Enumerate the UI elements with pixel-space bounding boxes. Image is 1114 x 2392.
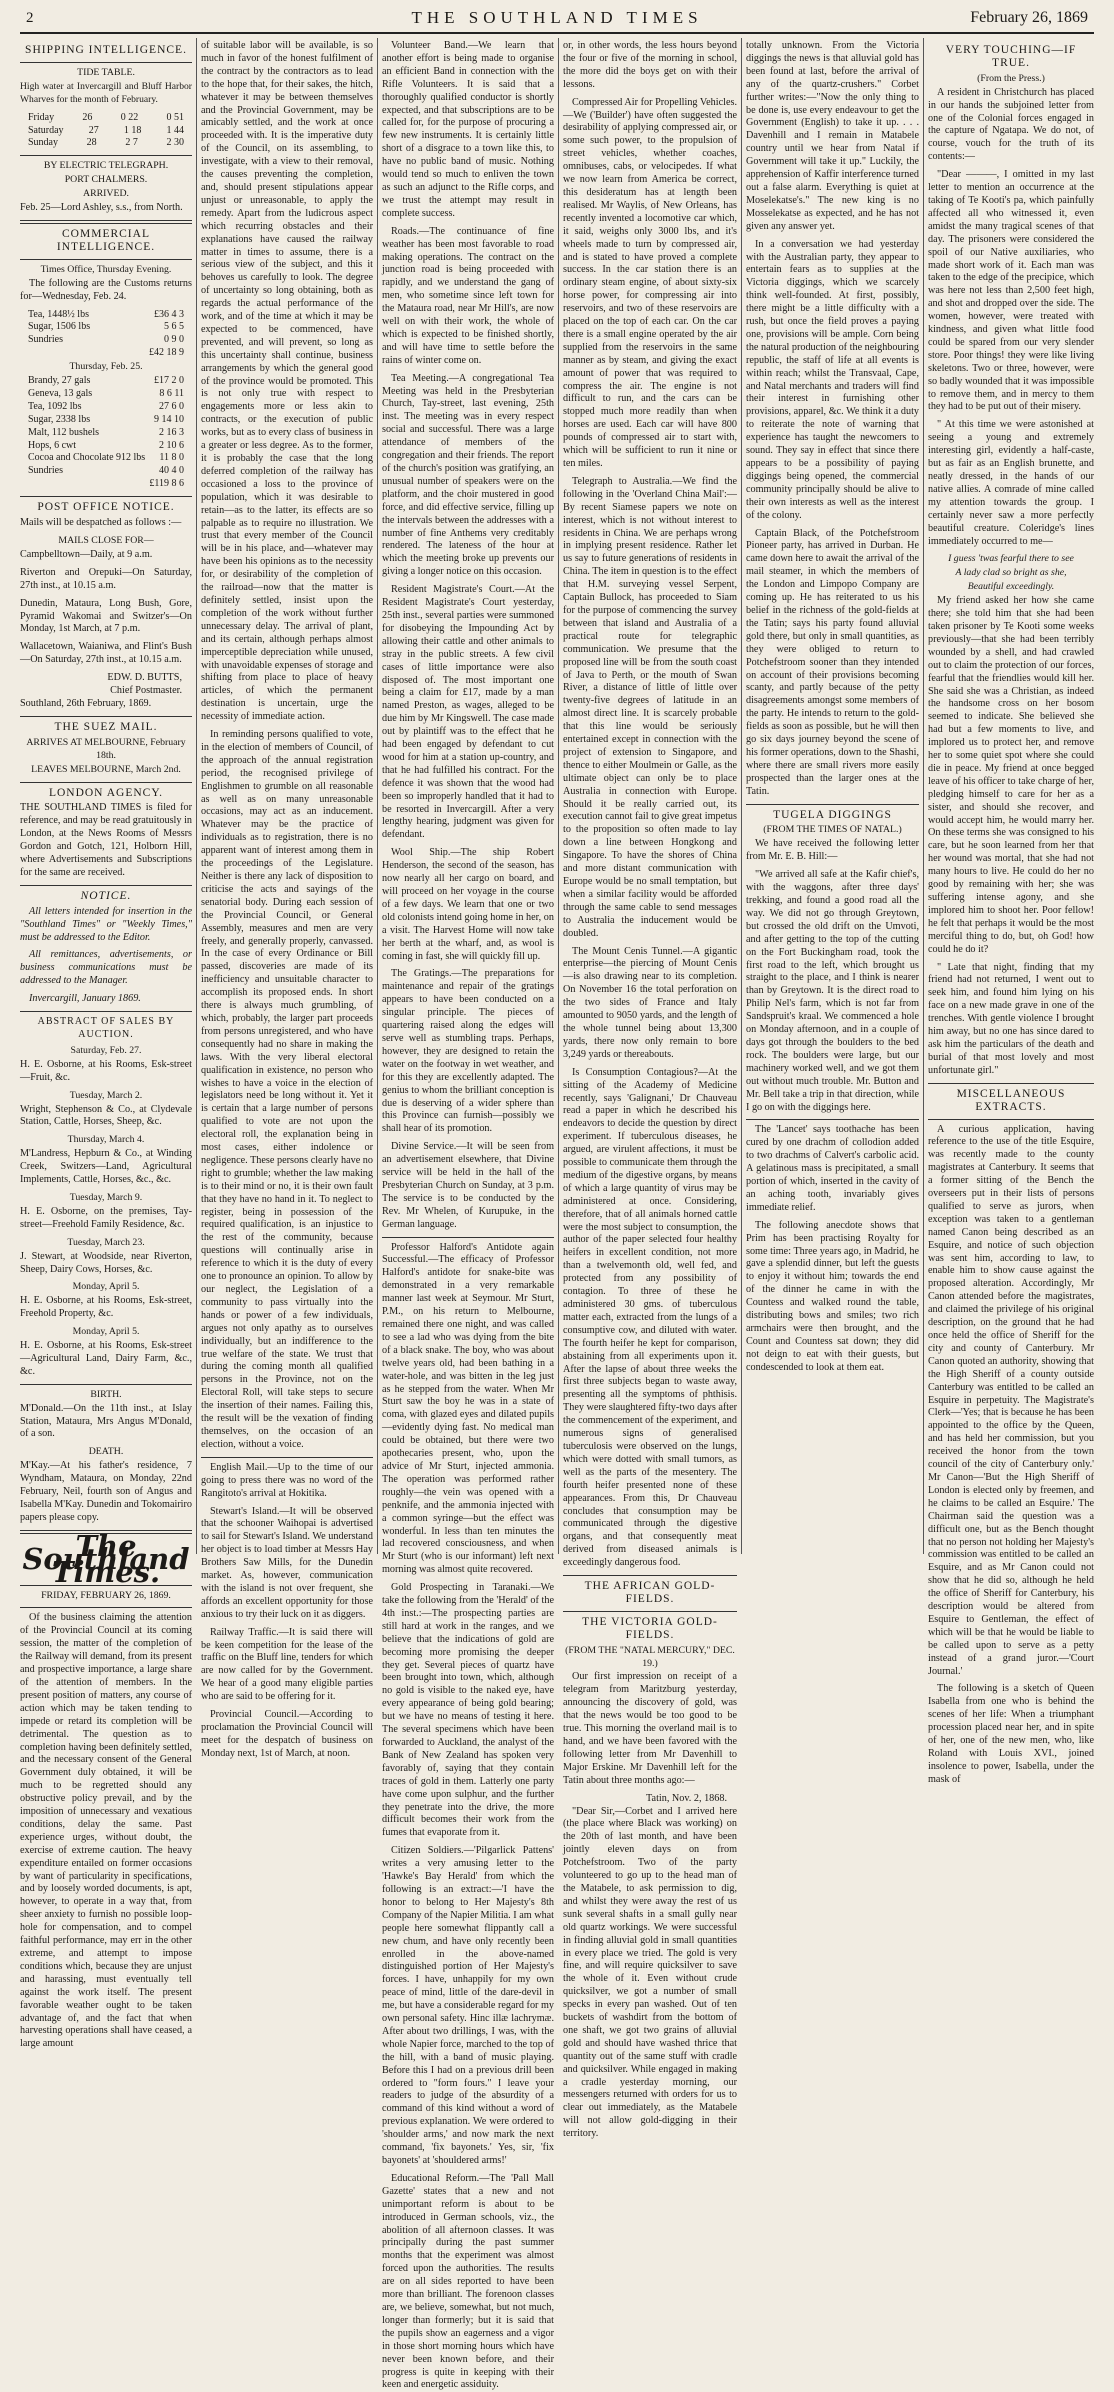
article-paragraph: A curious application, having reference to the use of the title Esquire, was recently made to the county magistrates at Canterbury. It seems that a former sitting of the Bench the overseers put in their lists of persons qualified to serve as jurors, when exception was taken to a gentleman named Canon being described as an Esquire, and notice of such objection was sent him, according to law, to enable him to show cause against the proposed alteration. Accordingly, Mr Canon attended before the magistrates, and claimed the privilege of his original description, on the ground that he had once held the office of Sheriff for the city and county of Canterbury. Mr Canon quoted an authority, showing that the High Sheriff of a county outside Canterbury was entitled to be called an Esquire in perpetuity. The Magistrate's Clerk—'Yes; that is because he has been appointed to the office by the Queen, and has held her commission, but you received the honor from the town council of the city of Canterbury only.' Mr Canon—'But the High Sheriff of London is elected only by freemen, and he claims to be called an Esquire.' The Chairman said the question was a difficult one, but as the Bench thought that no person not holding her Majesty's commission was entitled to be called an Esquire, and as Mr Canon could not show that he did so, although he held the office of Sheriff for Canterbury, his description would be altered from Esquire to Gentleman, the effect of which will be that he would be liable to be called upon to serve as a petty instead of a grand juror.—'Court Journal.' xyxy=(928,1123,1094,1677)
news-item: The Mount Cenis Tunnel.—A gigantic enterprise—the piercing of Mount Cenis—is also drawing near to its completion. On November 16 the total perforation on the two sides of France and Italy amounted to 9050 yards, and the length of the whole tunnel being about 13,300 yards, there now only remain to bore 3,249 yards or thereabouts. xyxy=(563,945,737,1060)
times-office: Times Office, Thursday Evening. xyxy=(40,263,172,275)
tide-row: Sunday 28 2 7 2 30 xyxy=(28,137,184,149)
mail-item: Wallacetown, Waianiwa, and Flint's Bush—On Saturday, 27th inst., at 10.15 a.m. xyxy=(20,641,192,666)
news-item: Volunteer Band.—We learn that another effort is being made to organise an efficient Band in connection with the Rifle Volunteers. It is said that a thoroughly qualified conductor is shortly expected, and that subscriptions are to be called for, for the purpose of procuring a few new instruments. It is certainly little short of a disgrace to a town like this, to have no public band of music. Nothing would tend so much to enliven the town as such an adjunct to the Rifle corps, and we trust the attempt may result in complete success. xyxy=(382,40,554,219)
editorial-date: FRIDAY, FEBRUARY 26, 1869. xyxy=(41,1589,171,1601)
column-rule xyxy=(196,38,197,1554)
customs-row: Sundries 0 9 0 xyxy=(28,334,184,346)
column-3 xyxy=(382,40,555,2391)
sales-item: H. E. Osborne, at his Rooms, Esk-street—Agricultural Land, Dairy Farm, &c., &c. xyxy=(20,1340,192,1377)
suez-leaves: LEAVES MELBOURNE, March 2nd. xyxy=(31,763,181,775)
telegraph-heading: BY ELECTRIC TELEGRAPH. xyxy=(43,160,169,172)
news-item: or, in other words, the less hours beyond the four or five of the morning in school, the more did the boys get on with their lessons. xyxy=(563,40,737,90)
news-item: English Mail.—Up to the time of our going to press there was no word of the Rangitoto's arrival at Hokitika. xyxy=(201,1461,373,1499)
article-paragraph: " At this time we were astonished at seeing a young and extremely interesting girl, evidently a half-caste, but as fair as an English brunette, and neatly dressed, in the hands of our native allies. A comrade of mine called my attention towards the group. I certainly never saw a more perfectly beautiful creature. Coleridge's lines immediately occurred to me— xyxy=(928,419,1094,547)
arrived-heading: ARRIVED. xyxy=(83,188,129,200)
suez-arrives: ARRIVES AT MELBOURNE, February 18th. xyxy=(26,736,186,761)
column-2 xyxy=(201,40,373,1759)
victoria-source: (FROM THE "NATAL MERCURY," DEC. 19.) xyxy=(565,1644,735,1669)
article-paragraph: "We arrived all safe at the Kafir chief's, with the waggons, after three days' trekking, and found a good road all the way. We did not go through Greytown, but crossed the old drift on the Umvoti, and after getting to the top of the cutting on the Fort Buckingham road, took the first road to the left, which brought us straight to the place, and I think is nearer than by Greytown. It is the direct road to Philip Nel's farm, which is not far from Sandspruit's kraal. We commenced a hole on Monday afternoon, and in a couple of days got through the boulders to the bed rock. The boulders were large, but our machinery worked well, and we got them out without much trouble. Mr. Button and Mr. Bell take a trip in that direction, while I go on with the diggings here. xyxy=(746,869,919,1113)
sales-item: H. E. Osborne, on the premises, Tay-street—Freehold Family Residence, &c. xyxy=(20,1205,192,1230)
sales-item: J. Stewart, at Woodside, near Riverton, Sheep, Dairy Cows, Horses, &c. xyxy=(20,1250,192,1275)
customs-row: Geneva, 13 gals 8 6 11 xyxy=(28,387,184,399)
sales-item: H. E. Osborne, at his Rooms, Esk-street—Fruit, &c. xyxy=(20,1058,192,1083)
news-item: Railway Traffic.—It is said there will be keen competition for the lease of the traffic on the Bluff line, tenders for which are now called for by the Government. We hear of a good many eligible parties who are said to be offering for it. xyxy=(201,1626,373,1703)
editorial-paragraph: of suitable labor will be available, is so much in favor of the honest fulfilment of the contract by the contractors as to lead to the hope that, for their sakes, the hitch, whatever it may be between themselves and the Provincial Government, may be amicably settled, and the work at once proceeded with. It is the imperative duty of the Council, on its assembling, to investigate, with a view to their removal, the causes preventing the completion, and, should present stipulations appear unjust or unreasonable, to apply the remedy. Apart from the ludicrous aspect which recurring obstacles and their explanations have caused the railway matter in times to assume, there is a serious view of the subject, and this it behoves us carefully to look. The degree of uncertainty so long obtaining, both as regards the actual performance of the work, and of the time at which it may be expected to be commenced, have prevented, and will prevent, so long as this uncertainty shall continue, business arrangements by which the general good of the province would be promoted. This is not only true with respect to engagements more or less akin to contracts, or the execution of public works, but as to every class of business in a greater or less degree. As to the former, it is probably the case that the long deferred completion of the railway has occasioned a loss to the province of population, which it was desirable to retain—as to the latter, its effects are so palpable as to require no illustration. We trust that every member of the Council will be in his place, and—whatever may have been his opinions as to the necessity for, or desirability of the completion of the railroad—now that the matter is definitely settled, insist upon the completion of the work without further unnecessary delay. The arrival of plant, and its certain, although perhaps almost imperceptible depreciation while unused, with unavoidable expenses of storage and shifting from place to place of heavy articles, of which the permanent destination is uncertain, urge the necessity of immediate action. xyxy=(201,40,373,723)
port-heading: PORT CHALMERS. xyxy=(64,174,148,186)
news-item: Provincial Council.—According to proclamation the Provincial Council will meet for the despatch of business on Monday next, 1st of March, at noon. xyxy=(201,1709,373,1759)
sales-item: Thursday, March 4. xyxy=(67,1134,145,1146)
news-item: The following anecdote shows that Prim has been practising Royalty for some time: Three years ago, in Madrid, he gave a splendid dinner, but left the guests to enjoy it without him; towards the end of the dinner he came in with the Countess and walked round the table, distributing bows and smiles; two rich armchairs were then brought, and the Count and Countess sat down; they did not deign to eat with their guests, but condescended to look at them eat. xyxy=(746,1219,919,1373)
notice-text: All letters intended for insertion in the "Southland Times" or "Weekly Times," must be addressed to the Editor. xyxy=(20,905,192,943)
sales-item: Monday, April 5. xyxy=(72,1326,140,1338)
masthead xyxy=(20,6,1094,34)
news-item: The 'Lancet' says toothache has been cured by one drachm of collodion added to two drachms of Calvert's carbolic acid. A gelatinous mass is precipitated, a small portion of which, inserted in the cavity of an aching tooth, invariably gives immediate relief. xyxy=(746,1124,919,1213)
tide-table xyxy=(20,112,192,151)
postmaster-signature: EDW. D. BUTTS, xyxy=(107,672,182,684)
miscellaneous-heading: MISCELLANEOUS EXTRACTS. xyxy=(956,1087,1066,1113)
thursday-heading: Thursday, Feb. 25. xyxy=(69,361,143,373)
news-item: Divine Service.—It will be seen from an advertisement elsewhere, that Divine service will be held in the hall of the Presbyterian Church on Sunday, at 3 p.m. The service is to be conducted by the Rev. Mr Whelen, of Kurupuke, in the German language. xyxy=(382,1141,554,1230)
death-text: M'Kay.—At his father's residence, 7 Wyndham, Mataura, on Monday, 22nd February, Neil, fourth son of Angus and Isabella M'Kay. Dunedin and Tokomairiro papers please copy. xyxy=(20,1460,193,1523)
news-item: Roads.—The continuance of fine weather has been most favorable to road making operations. The contract on the junction road is being proceeded with rapidly, and we understand the gang of men, who sometime since left town for the Mataura road, near Mr Hill's, are now well on with their work, the whole of which is expected to be finished shortly, and will have time to settle before the rains of winter come on. xyxy=(382,225,554,366)
post-office-heading: POST OFFICE NOTICE. xyxy=(37,501,175,514)
news-item: Telegraph to Australia.—We find the following in the 'Overland China Mail':—By recent Siamese papers we note on interest, which is not without interest to residents in China. We are perhaps wrong in implying present residence. Rather let us say to future generations of residents in China. The item in question is to the effect that H.M. surveying vessel Serpent, Captain Bullock, has proceeded to Siam for the purpose of commencing the survey between that island and Australia of a practical route for telegraphic communication. We presume that the proposed line will be from the south coast of Java to Perth, or the mouth of Swan River, a distance of little of little over twenty-five degrees of latitude in an almost direct line. It is scarcely probable that this line would be seriously entertained except in connection with the project of extension to Singapore, and thence to either Moulmein or Galle, as the ultimate object can only be to place Australia in connection with Europe. Should it be really carried out, its execution cannot fail to give great impetus to the proposition so often made to lay down a line between Hongkong and Singapore. To have the shores of China and more distant communication with Europe would be no small temptation, but when a similar facility would be afforded through the same cable to send messages to Australia the inducement would be doubled. xyxy=(563,475,737,939)
dateline: Tatin, Nov. 2, 1868. xyxy=(646,1792,727,1804)
customs-row: Cocoa and Chocolate 912 lbs 11 8 0 xyxy=(28,452,184,464)
article-paragraph: The following is a sketch of Queen Isabella from one who is behind the scenes of her life: When a triumphant procession placed near her, and in spite of her, one of the new men, who, like Roland with Louis XVI., joined insolence to power, Isabella, under the mask of xyxy=(928,1683,1094,1785)
tide-table-subtitle: High water at Invercargill and Bluff Harbor Wharves for the month of February. xyxy=(20,80,192,105)
victoria-goldfields-heading: THE VICTORIA GOLD-FIELDS. xyxy=(582,1615,718,1641)
verse-line: A lady clad so bright as she, xyxy=(955,567,1067,579)
african-goldfields-heading: THE AFRICAN GOLD-FIELDS. xyxy=(584,1580,716,1605)
sales-item: Monday, April 5. xyxy=(72,1281,140,1293)
article-paragraph: Captain Black, of the Potchefstroom Pioneer party, has arrived in Durban. He came down here to await the arrival of the mail steamer, in which the members of the London and Limpopo Company are coming up. He has reiterated to us his belief in the richness of the gold-fields at the Tatin; says his party found alluvial gold there, but only in small quantities, as they were obliged to return to Potchefstroom sooner than they intended on account of their provisions becoming scanty, and partly because of the petty disagreements amongst some members of the party. He intends to return to the gold-fields as soon as possible, but he will then go six days journey beyond the scene of his former operations, down to the Shashi, where there are small rivers more easily prospected than the larger ones at the Tatin. xyxy=(746,527,919,797)
article-paragraph: totally unknown. From the Victoria diggings the news is that alluvial gold has been found at last, before the arrival of any of the quartz-crushers." Corbet further writes:—"Now the only thing to be done is, use every endeavour to get the Government (English) to take it up. . . . Davenhill and I remain in Matabele country until we hear from Natal if Government will take it up." Luckily, the apprehension of Kaffir interference turned out a false alarm. Everything is quiet at Moselekatse's." The new king is no Mosselekatse as expected, and he has not given any answer yet. xyxy=(746,40,919,232)
news-item: Is Consumption Contagious?—At the sitting of the Academy of Medicine recently, says 'Galignani,' Dr Chauveau read a paper in which he described his endeavors to decide the question by direct experiment. If tuberculous diseases, he argued, are virulent affections, it must be possible to communicate them through the medium of the digestive organs, by means of which a large quantity of virus may be administered at once. Considering, therefore, that of all animals horned cattle were the most subject to consumption, the author of the paper selected four healthy heifers in excellent condition, not more than a twelvemonth old, well fed, and protected from any possibility of contagion. To three of these he administered 30 gms. of tuberculous matter each, extracted from the lungs of a consumptive cow, and diluted with water. The fourth heifer he kept for comparison, abstaining from all experiments upon it. After the lapse of about three weeks the first three subjects began to waste away, presenting all the symptoms of phthisis. They were slaughtered fifty-two days after the commencement of the experiment, and numerous signs of generalised tuberculosis were observed on the lungs, which were dotted with small tumors, as well as the parts of the mesentery. The fourth heifer presented none of these appearances. From this, Dr Chauveau concludes that consumption may be communicated through the digestive organs, and that consequently meat derived from diseased animals is exceedingly dangerous food. xyxy=(563,1066,737,1569)
column-rule xyxy=(923,38,924,1554)
sales-item: Wright, Stephenson & Co., at Clydevale Station, Cattle, Horses, Sheep, &c. xyxy=(20,1103,192,1128)
death-heading: DEATH. xyxy=(88,1446,124,1458)
verse-line: Beautiful exceedingly. xyxy=(967,581,1055,593)
customs-row: Hops, 6 cwt 2 10 6 xyxy=(28,439,184,451)
mail-item: Riverton and Orepuki—On Saturday, 27th inst., at 10.15 a.m. xyxy=(20,566,192,591)
news-item: Resident Magistrate's Court.—At the Resident Magistrate's Court yesterday, 25th inst., several parties were summoned for disobeying the Impounding Act by allowing their cattle and other animals to stray in the public streets. A few civil cases of little importance were also disposed of. The most important one being a claim for £17, made by a man named Preston, as wages, alleged to be due him by Mr Kingswell. The case made out by plaintiff was to the effect that he had been engaged by defendant to cut wood for him at a station up-country, and that he had fulfilled his contract. For the defence it was shown that the wood had been so improperly handled that it had to be resorted in Invercargill. After a very lengthy hearing, judgment was given for defendant. xyxy=(382,584,554,841)
column-1 xyxy=(20,40,193,2050)
column-4 xyxy=(563,40,737,2140)
customs-total: £119 8 6 xyxy=(149,478,184,490)
po-date: Southland, 26th February, 1869. xyxy=(20,697,152,709)
article-paragraph: We have received the following letter from Mr. E. B. Hill:— xyxy=(746,838,919,863)
birth-heading: BIRTH. xyxy=(90,1388,122,1400)
issue-date: February 26, 1869 xyxy=(970,9,1088,26)
customs-row: Brandy, 27 gals £17 2 0 xyxy=(28,375,184,387)
article-paragraph: "Dear Sir,—Corbet and I arrived here (the place where Black was working) on the 20th of last month, and have been jointly eleven days on from Potchefstroom. Two of the party volunteered to go up to the head man of the Matabele, to ask permission to dig, and whilst they were away the rest of us sunk several shafts in a small gully near old quartz workings. We were successful in finding alluvial gold in small quantities in every place we tried. The gold is very fine, and will require quicksilver to save the whole of it. Even without crude quicksilver, we got a number of small specks in every pan washed. Out of ten buckets of washdirt from the bottom of one shaft, we got two grains of alluvial gold and should have washed thrice that quantity out of the same stuff with cradle and quicksilver. While engaged in making a cradle yesterday morning, our messengers returned with orders for us to clear out immediately, as the Matabele will not allow gold-digging in their territory. xyxy=(563,1805,737,2140)
column-5 xyxy=(746,40,919,1552)
news-item: The Gratings.—The preparations for maintenance and repair of the gratings appears to have been conducted on a singular principle. The pieces of quartering raised along the edges will serve well as stumbling traps. Perhaps, however, they are designed to retain the water on the footway in wet weather, and for this they are excellently adapted. The genius to whom the brilliant conception is due is deserving of a wider sphere than this Province can furnish—possibly we shall hear of its promotion. xyxy=(382,968,554,1135)
notice-text: Invercargill, January 1869. xyxy=(29,993,141,1005)
sales-item: Tuesday, March 2. xyxy=(69,1089,143,1101)
article-paragraph: "Dear ———, I omitted in my last letter to mention an occurrence at the taking of Te Kooti's pa, which painfully affected all who witnessed it, even amidst the many tragical scenes of that day. The prisoners were considered the spoil of our Native auxiliaries, who made short work of it. Each man was taken to the edge of the precipice, which was here not less than 2,500 feet high, and shot and dropped over the side. The women, however, were treated with kindness, and given what little food could be spared from our very slender store. Poor things! they were like living skeletons. Two or three, however, were so badly wounded that it was impossible to remove them, and in mercy to them they had to be put out of their misery. xyxy=(928,169,1094,413)
commercial-heading: COMMERCIAL INTELLIGENCE. xyxy=(56,227,156,253)
news-item: Tea Meeting.—A congregational Tea Meeting was held in the Presbyterian Church, Tay-street, last evening, 25th inst. The meeting was in every respect social and successful. There was a large attendance of members of the congregation and their friends. The report of the church's position was gratifying, an unusual number of speakers were on the platform, and the choir mustered in good force, and did effective service, filling up the intervals between the addresses with a number of fine Anthems very creditably rendered. The lateness of the hour at which the meeting broke up prevents our giving a longer notice on this occasion. xyxy=(382,372,554,578)
customs-row: Tea, 1092 lbs 27 6 0 xyxy=(28,400,184,412)
sales-item: Saturday, Feb. 27. xyxy=(70,1044,142,1056)
sales-heading: ABSTRACT OF SALES BY AUCTION. xyxy=(37,1016,175,1040)
tugela-source: (FROM THE TIMES OF NATAL.) xyxy=(763,824,902,836)
article-paragraph: My friend asked her how she came there; she told him that she had been taken prisoner by Te Kooti some weeks previously—that she had been terribly wounded by a shell, and had crawled out to claim the protection of our forces, fearful that the friendlies would kill her. She said she was a Christian, as indeed the handsome cross on her bosom seemed to indicate. She believed she had but a few moments to live, and implored us to protect her, and remove her to some quiet spot where she could die in peace. My friend at once begged leave of his officer to take charge of her, pledging himself to care for her as a sister, and should she recover, and would accept him, he would marry her. On these terms she was consigned to his care, but he soon learned from her that her wound was mortal, that she had not many hours to live. He could do her no good by remaining with her; she was suffering intense agony, and she implored him to shoot her. Poor fellow! he felt that perhaps it would be the most merciful thing to do, but, oh God! how could he do it? xyxy=(928,595,1094,955)
mail-item: Dunedin, Mataura, Long Bush, Gore, Pyramid Wakomai and Switzer's—On Monday, 1st March, at 7 p.m. xyxy=(20,597,192,635)
column-6 xyxy=(928,40,1094,1785)
editorial-paragraph: In reminding persons qualified to vote, in the election of members of Council, of the approach of the annual registration period, the recognised privilege of Englishmen to grumble on all reasonable as well as on many unreasonable occasions, may act as an inducement. Whatever may be the practice of individuals as to registration, there is no apparent want of interest among them in the proceedings of the Legislature. Neither is there any lack of disposition to criticise the acts and sayings of the senatorial body. During each session of the Provincial Council, or General Assembly, measures and men are very freely, and generally properly, canvassed. In the case of every Ordinance or Bill passed, discoveries are made of its inefficiency and unsuitable character to accomplish its proposed ends. In short there is always much grumbling, of which, probably, the larger part proceeds from persons unregistered, and who have consequently had no share in making the laws. With the very liberal electoral qualification in existence, no person who wishes to have a voice in the election of legislators need be long without it. Yet it is certain that a large number of persons qualified to vote are not upon the electoral roll, the explanation being in most cases, either indolence or negligence. These persons clearly have no right to grumble; whether the law making is to their mind or no, it is their own fault that they have no hand in it. To neglect to register, being in possession of the required qualification, is an injustice to the rest of the community, because questions will continually arise in reference to which it is the duty of every one to pronounce an opinion. To allow by our neglect, the Legislation of a community to pass virtually into the hands or power of a few individuals, argues not only apathy as to ourselves individually, but an indifference to the true welfare of the state. We trust that during the coming month all qualified persons in the Province, not on the Electoral Roll, will take steps to secure the insertion of their names. Failing this, the result will be the vexation of finding themselves, on the occasion of an election, without a voice. xyxy=(201,729,373,1450)
suez-heading: THE SUEZ MAIL. xyxy=(54,720,158,733)
news-item: Wool Ship.—The ship Robert Henderson, the second of the season, has now nearly all her cargo on board, and will proceed on her voyage in the course of a few days. We learn that one or two old colonists intend going home in her, on a visit. The Harvest Home will now take her berth at the wharf, and, as wool is coming in fast, she will quickly fill up. xyxy=(382,847,554,962)
news-item: Educational Reform.—The 'Pall Mall Gazette' states that a new and not unimportant reform is about to be introduced in German schools, viz., the abolition of all afternoon classes. It was principally during the past summer months that the experiment was almost forced upon the authorities. The results are on all sides reported to have been more than brilliant. The forenoon classes are, we believe, somewhat, but not much, longer than formerly; but it is said that the pupils show an eagerness and a vigor in those short morning hours which have never been known before, and their progress is quite in keeping with their keen and energetic assiduity. xyxy=(382,2172,554,2391)
sales-item: Tuesday, March 23. xyxy=(67,1236,145,1248)
sales-item: H. E. Osborne, at his Rooms, Esk-street, Freehold Property, &c. xyxy=(20,1295,192,1320)
article-paragraph: Our first impression on receipt of a telegram from Maritzburg yesterday, announcing the discovery of gold, was that the news would be too good to be true. This morning the overland mail is to hand, and we have been favored with the following letter from Mr Davenhill to Major Erskine. Mr Davenhill left for the Tatin about three months ago:— xyxy=(563,1671,737,1786)
news-item: Professor Halford's Antidote again Successful.—The efficacy of Professor Halford's antidote for snake-bite was demonstrated in a very remarkable manner last week at Seymour. Mr Sturt, P.M., on his return to Melbourne, remained there one night, and was called to see a lad who was dying from the bite of a black snake. The boy, who was about twelve years old, had been bathing in a water-hole, and was bitten in the leg just as he stepped from the water. When Mr Sturt saw the boy he was in a state of coma, with glazed eyes and dilated pupils—evidently dying fast. No medical man could be obtained, but there were two apothecaries present, who, upon the advice of Mr Sturt, injected ammonia. The operation was performed rather roughly—the vein was opened with a penknife, and the ammonia injected with a common syringe—but the effect was wonderful. In less than ten minutes the lad recovered consciousness, and when Mr Sturt (who is our informant) left next morning was almost quite recovered. xyxy=(382,1241,554,1576)
page-number: 2 xyxy=(26,10,34,26)
customs-row: Sugar, 2338 lbs 9 14 10 xyxy=(28,413,184,425)
tide-row: Saturday 27 1 18 1 44 xyxy=(28,124,184,136)
london-heading: LONDON AGENCY. xyxy=(48,786,164,799)
mail-item: Campbelltown—Daily, at 9 a.m. xyxy=(20,548,153,560)
article-paragraph: A resident in Christchurch has placed in our hands the subjoined letter from one of the Colonial forces engaged in the capture of Ngatapa. We do not, of course, vouch for the truth of its contents:— xyxy=(928,86,1094,163)
editorial-masthead: The Southland Times. xyxy=(22,1528,190,1589)
mails-close: MAILS CLOSE FOR— xyxy=(58,535,154,546)
shipping-heading: SHIPPING INTELLIGENCE. xyxy=(25,44,187,56)
notice-heading: NOTICE. xyxy=(80,889,132,902)
customs-intro: The following are the Customs returns for—Wednesday, Feb. 24. xyxy=(20,277,192,302)
london-text: THE SOUTHLAND TIMES is filed for reference, and may be read gratuitously in London, at the News Rooms of Messrs Gordon and Gotch, 121, Holborn Hill, where Advertisements and Subscriptions for the same are received. xyxy=(20,802,192,878)
customs-total: £42 18 9 xyxy=(149,347,184,359)
tide-row: Friday 26 0 22 0 51 xyxy=(28,111,184,123)
article-paragraph: " Late that night, finding that my friend had not returned, I went out to seek him, and found him lying on his face on a new made grave in one of the trenches. With gentle violence I brought him away, but no one has since dared to ask him the particulars of the death and burial of that most lovely and most unfortunate girl." xyxy=(928,961,1094,1076)
column-rule xyxy=(377,38,378,1554)
mails-intro: Mails will be despatched as follows :— xyxy=(20,517,182,529)
news-item: Citizen Soldiers.—'Pilgarlick Pattens' writes a very amusing letter to the 'Hawke's Bay Herald' from which the following is an extract:—'I have the honor to belong to Her Majesty's 8th Company of the Napier Militia. I am what people here somewhat flippantly call a new chum, and have only recently been enrolled in the above-named distinguished portion of Her Majesty's forces. I have, unhappily for my own peace of mind, little of the dare-devil in me, but have a considerable regard for my own personal safety. Hinc illæ lachrymæ. After about two drillings, I was, with the whole Napier force, marched to the top of the hill, with a band of music playing. Before this I had on a previous drill been ordered to "form fours." I leave your readers to judge of the absurdity of a command of this kind without a word of previous explanation. We were ordered to 'shoulder arms,' and now mark the next command, 'fix bayonets.' Yes, sir, 'fix bayonets' at 'shouldered arms!' xyxy=(382,1845,555,2166)
news-item: Stewart's Island.—It will be observed that the schooner Waihopai is advertised to sail for Stewart's Island. We understand her object is to load timber at Messrs Hay Brothers Saw Mills, for the Dunedin market. As, however, communication with the island is not over frequent, she affords an excellent opportunity for those anxious to try their luck on it as diggers. xyxy=(201,1505,373,1620)
postmaster-title: Chief Postmaster. xyxy=(110,685,182,697)
verse-line: I guess 'twas fearful there to see xyxy=(948,553,1074,565)
tugela-heading: TUGELA DIGGINGS xyxy=(773,808,892,821)
birth-text: M'Donald.—On the 11th inst., at Islay Station, Mataura, Mrs Angus M'Donald, of a son. xyxy=(20,1402,192,1440)
newspaper-title: THE SOUTHLAND TIMES xyxy=(411,8,703,27)
customs-row: Sugar, 1506 lbs 5 6 5 xyxy=(28,321,184,333)
column-rule xyxy=(558,38,559,1554)
very-touching-heading: VERY TOUCHING—IF TRUE. xyxy=(945,44,1077,69)
arrived-text: Feb. 25—Lord Ashley, s.s., from North. xyxy=(20,202,183,214)
tide-table-heading: TIDE TABLE. xyxy=(77,66,135,78)
customs-row: Malt, 112 bushels 2 16 3 xyxy=(28,426,184,438)
sales-item: M'Landress, Hepburn & Co., at Winding Creek, Switzers—Land, Agricultural Implements, Cattle, Horses, &c., &c. xyxy=(20,1148,192,1186)
news-item: Compressed Air for Propelling Vehicles.—We ('Builder') have often suggested the desirability of applying compressed air, or some such power, to the propulsion of street vehicles, whether coaches, omnibuses, cabs, or velocipedes. If what we now learn from America be correct, this desideratum has at length been realised. Mr Waylis, of New Orleans, has recently invented a locomotive car which, it said, weighs only 3000 lbs, and it's wheels made to turn by compressed air, and is stated to have proved a complete success. In the car station there is an ordinary steam engine, of about sixty-six horse power, for compressing air into reservoirs, and two of these reservoirs are placed on the top of each car. On the car there is a small engine operated by the air supplied from the reservoirs in the same manner as by steam, and giving the exact amount of power that was required to compress the air. The engine is not difficult to run, and the cars can be stopped much more readily than when horses are used. Each car will have 800 pounds of compressed air to start with, which will be sufficient to run it nine or ten miles. xyxy=(563,96,737,469)
customs-row: Tea, 1448½ lbs £36 4 3 xyxy=(28,308,184,320)
column-rule xyxy=(741,38,742,1554)
customs-row: Sundries 40 4 0 xyxy=(28,465,184,477)
sales-item: Tuesday, March 9. xyxy=(69,1191,143,1203)
article-paragraph: In a conversation we had yesterday with the Australian party, they appear to entertain fears as to supplies at the Victoria diggings, which we scarcely think well-founded. At first, possibly, there might be a little difficulty with a rush, but once the field proves a paying one, provisions will be ample. Corn being the natural production of the neighbouring republic, the staff of life at all events is within reach; whilst the Transvaal, Cape, and Natal merchants and traders will find their interest in furnishing other provisions, apparel, &c. We think it a duty to reiterate the note of warning that experience has taught the newcomers to sound. They say in effect that since there appears to be a possibility of paying diggings being opened, the commercial community principally should be alive to their own interests as well as the interest of the colony. xyxy=(746,238,919,521)
news-item: Gold Prospecting in Taranaki.—We take the following from the 'Herald' of the 4th inst.:—The prospecting parties are still hard at work in the ranges, and we believe that the indications of gold are becoming more promising the deeper they get. Several pieces of quartz have been brought into town, which, although no gold is visible to the naked eye, have every appearance of being gold bearing; but we have no means of testing it here. The several specimens which have been forwarded to Auckland, the analyst of the Bank of New Zealand has spoken very favorably of, saying that they contain traces of gold in them. Latterly one party have come upon sulphur, and the further they penetrate into the drive, the more difficult becomes their work from the fumes that evaporate from it. xyxy=(382,1582,554,1839)
editorial-paragraph: Of the business claiming the attention of the Provincial Council at its coming session, the matter of the completion of the Railway will demand, from its present and prospective importance, a large share of the attention of members. In the present position of matters, any course of action which may be taken tending to impede or retard its completion will be detrimental. The question as to completion having been definitely settled, and the necessary consent of the General Government duly obtained, it will be much to be regretted should any obstructive policy prevail, and by the imposition of unnecessary and vexatious conditions, delay the same. Past experience urges, without doubt, the exercise of extreme caution. The heavy expenditure entailed on former occasions by want of particularity in specifications, and by loosely worded documents, is apt, however, to operate in a way that, from sheer anxiety to furnish no possible loop-hole for compensation, and to compel faithful performance, may err in the other extreme, and attempt to impose conditions which, because they are unjust and harassing, must eventually tell against the work itself. The present favorable weather ought to be taken advantage of, and the fact that when harvesting operations shall have ceased, a large amount xyxy=(20,1612,192,2050)
very-touching-source: (From the Press.) xyxy=(977,72,1045,84)
notice-text: All remittances, advertisements, or business communications must be addressed to the Manager. xyxy=(20,949,192,987)
